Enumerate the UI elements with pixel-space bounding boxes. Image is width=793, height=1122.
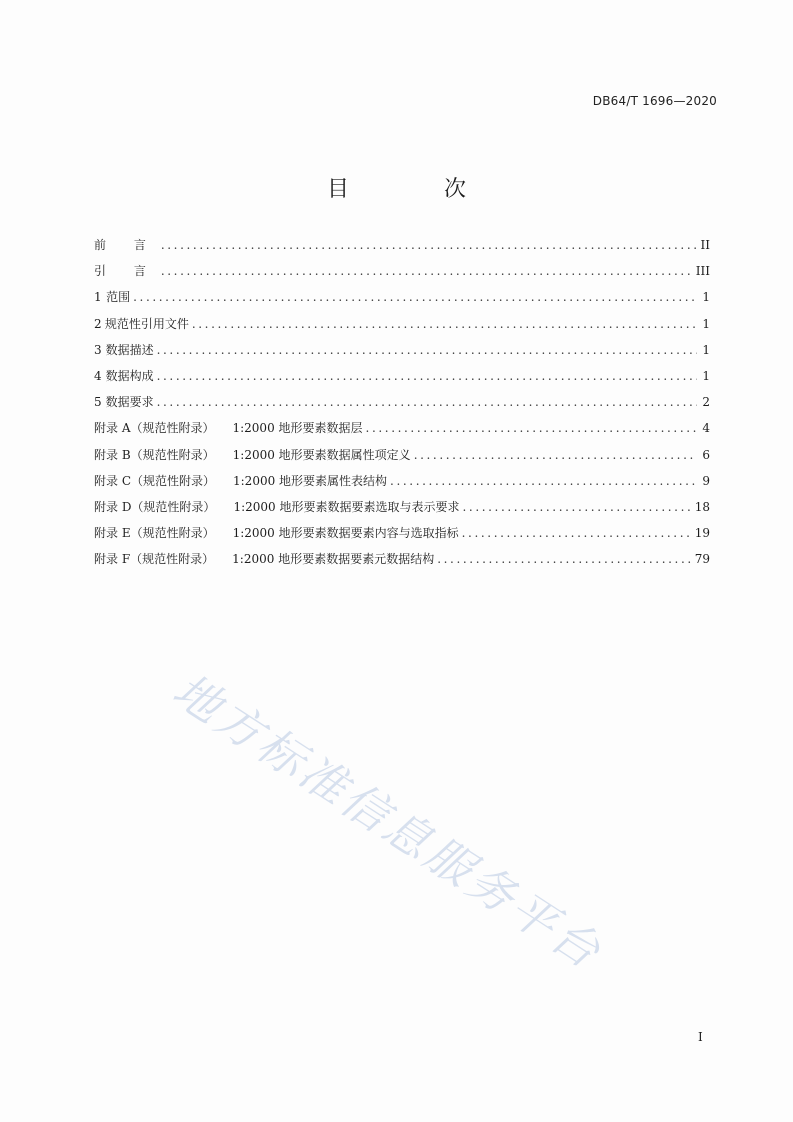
toc-entry-page: 18 <box>694 499 710 514</box>
toc-entry-page: 1 <box>702 368 710 383</box>
toc-leader-dots <box>161 262 693 280</box>
toc-entry-page: 1 <box>702 316 710 331</box>
toc-entry-label: 附录 A（规范性附录） <box>94 421 215 436</box>
toc-leader-dots <box>161 236 697 254</box>
toc-entry-page: II <box>700 238 710 252</box>
toc-entry-page: 4 <box>702 421 710 436</box>
toc-entry[interactable] <box>94 472 710 498</box>
toc-title: 目 次 <box>327 177 510 202</box>
toc-entry-label: 前 言 <box>94 238 158 252</box>
toc-entry-page: III <box>695 264 710 279</box>
toc-entry-subtitle: 1:2000 地形要素属性表结构 <box>233 473 388 488</box>
page-number: I <box>698 1030 703 1044</box>
toc-entry-label: 附录 F（规范性附录） <box>94 552 215 567</box>
toc-leader-dots <box>462 498 691 516</box>
toc-entry[interactable] <box>94 367 710 393</box>
toc-leader-dots <box>414 446 697 464</box>
toc-entry-number: 2 <box>94 316 102 331</box>
toc-entry-page: 1 <box>702 342 710 357</box>
toc-entry-label: 附录 B（规范性附录） <box>94 447 215 462</box>
table-of-contents <box>94 236 710 576</box>
document-code: DB64/T 1696—2020 <box>592 94 717 108</box>
toc-entry-number: 5 <box>94 395 102 410</box>
toc-entry-label: 数据构成 <box>105 368 154 383</box>
toc-entry-subtitle: 1:2000 地形要素数据要素内容与选取指标 <box>232 526 459 541</box>
toc-leader-dots <box>390 472 697 490</box>
watermark: 地方标准信息服务平台 <box>163 662 613 981</box>
toc-entry-page: 19 <box>694 526 710 541</box>
toc-entry[interactable] <box>94 550 710 576</box>
toc-entry-label: 附录 D（规范性附录） <box>94 499 216 514</box>
toc-entry[interactable] <box>94 498 710 524</box>
toc-entry-number: 4 <box>94 368 102 383</box>
toc-entry[interactable] <box>94 524 710 550</box>
toc-entry-subtitle: 1:2000 地形要素数据属性项定义 <box>232 447 411 462</box>
toc-leader-dots <box>192 315 697 333</box>
toc-leader-dots <box>157 341 697 359</box>
toc-entry[interactable] <box>94 262 710 288</box>
toc-entry-page: 2 <box>702 395 710 410</box>
toc-entry-page: 79 <box>694 552 710 567</box>
toc-entry[interactable] <box>94 315 710 341</box>
toc-entry[interactable] <box>94 288 710 314</box>
toc-entry[interactable] <box>94 419 710 445</box>
toc-leader-dots <box>437 550 692 568</box>
toc-entry-label: 规范性引用文件 <box>104 316 189 331</box>
toc-leader-dots <box>462 524 692 542</box>
toc-entry-subtitle: 1:2000 地形要素数据要素选取与表示要求 <box>233 499 460 514</box>
toc-leader-dots <box>157 367 697 385</box>
toc-entry[interactable] <box>94 341 710 367</box>
toc-entry-subtitle: 1:2000 地形要素数据要素元数据结构 <box>232 552 435 567</box>
toc-entry-label: 数据描述 <box>105 342 154 357</box>
toc-entry-label: 引 言 <box>94 264 158 279</box>
toc-entry-subtitle: 1:2000 地形要素数据层 <box>232 421 363 436</box>
toc-entry-label: 附录 C（规范性附录） <box>94 473 215 488</box>
toc-leader-dots <box>133 288 697 306</box>
toc-entry-label: 数据要求 <box>105 395 154 410</box>
toc-leader-dots <box>157 393 697 411</box>
toc-entry-page: 9 <box>702 473 710 488</box>
toc-entry-page: 6 <box>702 447 710 462</box>
toc-entry-page: 1 <box>702 290 710 305</box>
toc-leader-dots <box>366 419 697 437</box>
toc-entry-number: 1 <box>94 290 102 305</box>
toc-entry-label: 附录 E（规范性附录） <box>94 526 215 541</box>
toc-entry[interactable] <box>94 393 710 419</box>
toc-entry[interactable] <box>94 236 710 262</box>
toc-entry-label: 范围 <box>106 290 131 305</box>
toc-entry-number: 3 <box>94 342 102 357</box>
toc-entry[interactable] <box>94 446 710 472</box>
